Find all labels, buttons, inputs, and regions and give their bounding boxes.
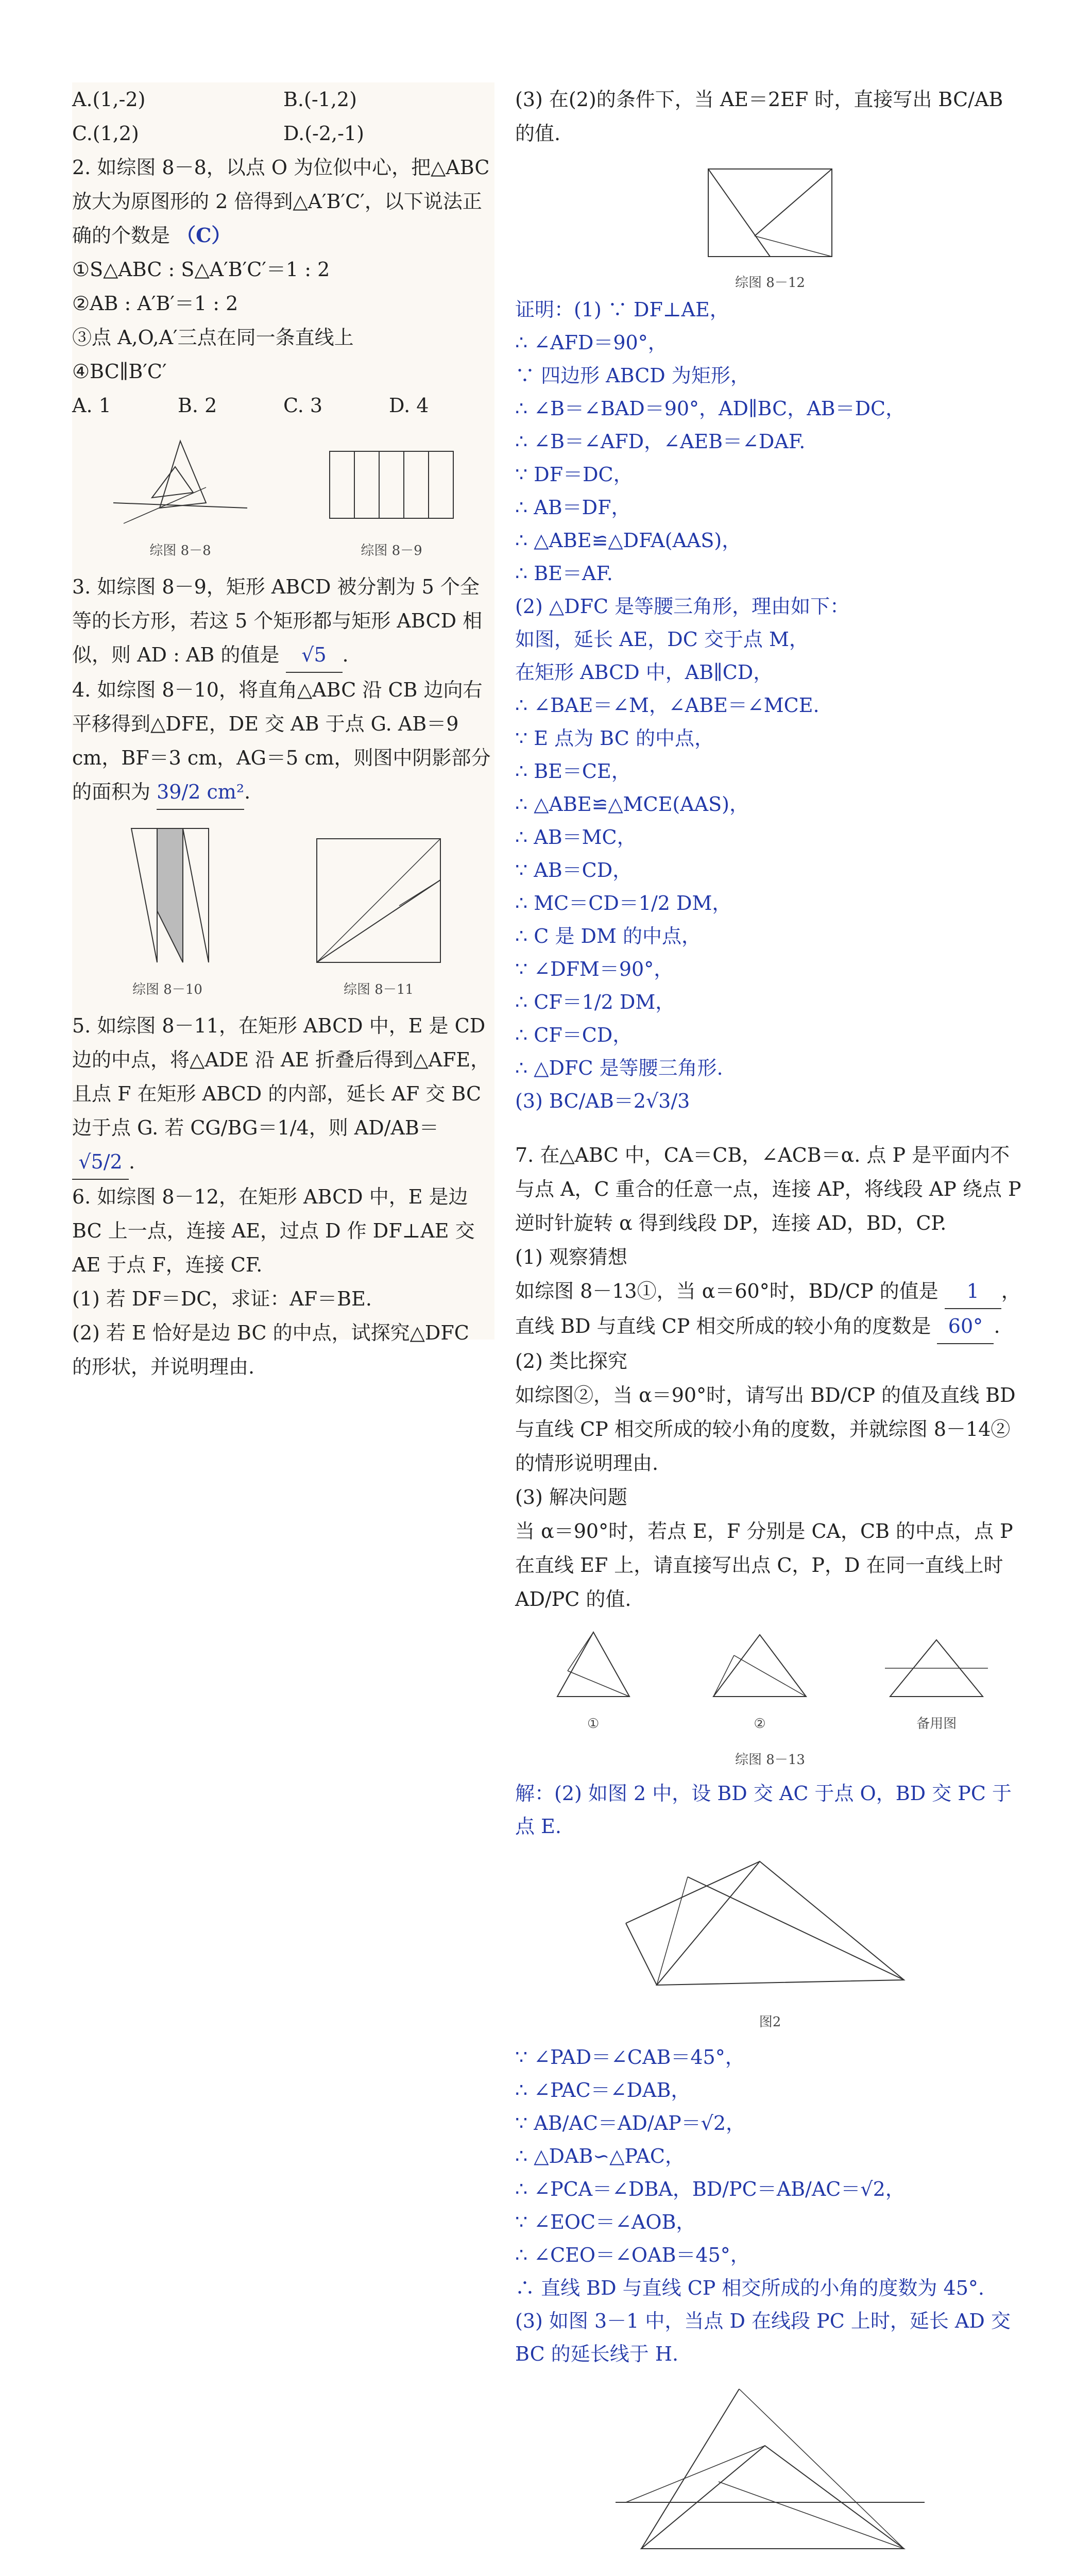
question-2: 2. 如综图 8－8，以点 O 为位似中心，把△ABC 放大为原图形的 2 倍得到△A′B′C′，以下说法正确的个数是 （C） ①S△ABC : S△A′B′C′＝1 : 2 ②AB : A′B′＝1 : 2 ③点 A,O,A′三点在同一条直线上 ④BC∥B′C′ A. 1 B. 2 C. 3 D. 4 综图 8－8 综图 8－9 [72, 150, 494, 568]
figure-caption: 综图 8－10 [132, 982, 202, 997]
option: B. 2 [178, 394, 217, 417]
question-stem: 3. 如综图 8－9，矩形 ABCD 被分割为 5 个全等的长方形，若这 5 个矩形都与矩形 ABCD 相似，则 AD : AB 的值是 [72, 575, 483, 666]
subfigure-label: 备用图 [916, 1716, 957, 1732]
punct: . [244, 781, 251, 803]
section-title: (2) 类比探究 [515, 1350, 627, 1372]
statement: ②AB : A′B′＝1 : 2 [72, 292, 238, 315]
option: A. 1 [72, 394, 111, 417]
question-text: 如综图 8－13①，当 α＝60°时，BD/CP 的值是 [515, 1280, 939, 1302]
solution-6 [515, 293, 1025, 1117]
solution-line: ∵ DF＝DC， [515, 463, 633, 486]
solution-line: ∴ BE＝CE， [515, 760, 631, 783]
sub-question: (2) 若 E 恰好是边 BC 的中点，试探究△DFC 的形状，并说明理由. [72, 1321, 469, 1378]
solution-line: ∴ BE＝AF. [515, 562, 613, 585]
answer: 39/2 cm² [157, 775, 244, 810]
figure-caption: 图2 [759, 2014, 781, 2030]
figure-3-1 [616, 2379, 925, 2576]
solution-line: 证明：(1) ∵ DF⊥AE， [515, 298, 729, 321]
question-6 [72, 1180, 494, 1384]
question-5 [72, 1009, 494, 1180]
figure-sub [880, 1624, 993, 1741]
solution-line: ∴ ∠B＝∠AFD，∠AEB＝∠DAF. [515, 430, 806, 453]
solution-line: ∵ AB/AC＝AD/AP＝√2， [515, 2112, 746, 2134]
solution-line: ∴ AB＝MC， [515, 826, 637, 849]
option: D.(-2,-1) [283, 122, 364, 145]
solution-line: (2) △DFC 是等腰三角形，理由如下： [515, 595, 850, 618]
solution-line: (3) 如图 3－1 中，当点 D 在线段 PC 上时，延长 AD 交 BC 的延长线于 H. [515, 2310, 1011, 2365]
question-3 [72, 570, 494, 673]
solution-line: ∴ MC＝CD＝1/2 DM， [515, 892, 732, 914]
answer: C [196, 224, 212, 247]
question-text: 当 α＝90°时，若点 E，F 分别是 CA，CB 的中点，点 P 在直线 EF 上，请直接写出点 C，P，D 在同一直线上时 AD/PC 的值. [515, 1520, 1013, 1611]
section-title: (3) 解决问题 [515, 1486, 627, 1509]
left-column [72, 82, 494, 1378]
figure-caption: 综图 8－8 [149, 543, 211, 558]
option: A.(1,-2) [72, 88, 146, 111]
statement: ③点 A,O,A′三点在同一条直线上 [72, 326, 354, 349]
figure-sub [547, 1624, 640, 1741]
solution-line: ∴ CF＝CD， [515, 1024, 633, 1046]
answer: √5/2 [72, 1145, 129, 1180]
section-title: (1) 观察猜想 [515, 1246, 627, 1268]
sub-question: (3) 在(2)的条件下，当 AE＝2EF 时，直接写出 BC/AB 的值. [515, 88, 1003, 145]
subfigure-label: ① [587, 1716, 600, 1732]
solution-line: ∴ ∠BAE＝∠M，∠ABE＝∠MCE. [515, 694, 820, 717]
solution-line: ∵ E 点为 BC 的中点， [515, 727, 714, 750]
figure-caption: 综图 8－9 [361, 543, 422, 558]
figure-caption: 综图 8－13 [735, 1752, 805, 1768]
question-stem: 5. 如综图 8－11，在矩形 ABCD 中，E 是 CD 边的中点，将△ADE 沿 AE 折叠后得到△AFE，且点 F 在矩形 ABCD 的内部，延长 AF 交 BC 边于点 G. 若 CG/BG＝1/4，则 AD/AB＝ [72, 1014, 490, 1139]
figure-8-12 [693, 159, 847, 291]
question-stem: 2. 如综图 8－8，以点 O 为位似中心，把△ABC 放大为原图形的 2 倍得到△A′B′C′，以下说法正确的个数是 [72, 156, 490, 247]
solution-line: ∴ △DAB∽△PAC， [515, 2145, 685, 2167]
figure-caption: 综图 8－12 [735, 275, 805, 291]
figure-8-11 [306, 828, 451, 1007]
punct: . [342, 643, 349, 666]
solution-line: (3) BC/AB＝2√3/3 [515, 1090, 690, 1112]
question-stem: 6. 如综图 8－12，在矩形 ABCD 中，E 是边 BC 上一点，连接 AE，过点 D 作 DF⊥AE 交 AE 于点 F，连接 CF. [72, 1185, 475, 1276]
figure-8-13 [515, 1624, 1025, 1741]
solution-line: ∴ ∠PAC＝∠DAB， [515, 2079, 691, 2102]
solution-line: ∴ ∠PCA＝∠DBA，BD/PC＝AB/AC＝√2， [515, 2178, 905, 2200]
sub-question: (1) 若 DF＝DC，求证：AF＝BE. [72, 1287, 372, 1310]
figure-caption: 综图 8－11 [344, 982, 414, 997]
solution-line: ∴ △ABE≌△MCE(AAS)， [515, 793, 749, 816]
solution-line: ∴ C 是 DM 的中点， [515, 925, 701, 947]
punct: . [129, 1150, 135, 1173]
option: D. 4 [389, 394, 429, 417]
answer: 1 [945, 1274, 1001, 1309]
figure-8-9 [319, 436, 464, 568]
solution-line: 解：(2) 如图 2 中，设 BD 交 AC 于点 O，BD 交 PC 于点 E. [515, 1782, 1012, 1838]
solution-line: ∴ AB＝DF， [515, 496, 631, 519]
statement: ④BC∥B′C′ [72, 360, 167, 383]
figure-8-10 [116, 818, 219, 1007]
question-stem: 7. 在△ABC 中，CA＝CB，∠ACB＝α. 点 P 是平面内不与点 A，C 重合的任意一点，连接 AP，将线段 AP 绕点 P 逆时针旋转 α 得到线段 DP，连接 AD，BD，CP. [515, 1144, 1021, 1234]
right-column [515, 82, 1025, 2576]
solution-line: ∵ AB＝CD， [515, 859, 633, 882]
statement: ①S△ABC : S△A′B′C′＝1 : 2 [72, 258, 330, 281]
solution-line: ∵ ∠DFM＝90°， [515, 958, 674, 980]
solution-7 [515, 1777, 1025, 2576]
figure-sub [703, 1624, 816, 1741]
question-1-options [72, 82, 494, 150]
solution-line: ∴ ∠CEO＝∠OAB＝45°， [515, 2244, 750, 2266]
solution-line: ∵ ∠PAD＝∠CAB＝45°， [515, 2046, 745, 2069]
solution-line: ∴ 直线 BD 与直线 CP 相交所成的小角的度数为 45°. [515, 2277, 984, 2299]
figure-8-8 [103, 431, 258, 568]
solution-line: 在矩形 ABCD 中，AB∥CD， [515, 661, 773, 684]
question-text: ，直线 BD 与直线 CP 相交所成的较小角的度数是 [515, 1280, 1021, 1337]
question-4 [72, 673, 494, 1007]
question-6-part-3 [515, 82, 1025, 150]
solution-line: 如图，延长 AE，DC 交于点 M， [515, 628, 809, 651]
option: C.(1,2) [72, 122, 139, 145]
figure-2 [616, 1851, 925, 2039]
solution-line: ∴ CF＝1/2 DM， [515, 991, 675, 1013]
question-text: 如综图②，当 α＝90°时，请写出 BD/CP 的值及直线 BD 与直线 CP 相交所成的较小角的度数，并就综图 8－14②的情形说明理由. [515, 1384, 1016, 1475]
answer: √5 [286, 638, 343, 673]
solution-line: ∴ △DFC 是等腰三角形. [515, 1057, 723, 1079]
option: B.(-1,2) [283, 88, 357, 111]
answer: 60° [937, 1309, 994, 1344]
question-stem: 4. 如综图 8－10，将直角△ABC 沿 CB 边向右平移得到△DFE，DE 交 AB 于点 G. AB＝9 cm，BF＝3 cm，AG＝5 cm，则图中阴影部分的面积为 [72, 679, 491, 803]
solution-line: ∴ ∠B＝∠BAD＝90°，AD∥BC，AB＝DC， [515, 397, 906, 420]
subfigure-label: ② [754, 1716, 766, 1732]
solution-line: ∴ △ABE≌△DFA(AAS)， [515, 529, 742, 552]
option: C. 3 [283, 394, 323, 417]
solution-line: ∴ ∠AFD＝90°， [515, 331, 668, 354]
question-7: 7. 在△ABC 中，CA＝CB，∠ACB＝α. 点 P 是平面内不与点 A，C 重合的任意一点，连接 AP，将线段 AP 绕点 P 逆时针旋转 α 得到线段 DP，连接 AD，BD，CP. (1) 观察猜想 如综图 8－13①，当 α＝60°时，BD/CP 的值是 1 ，直线 BD 与直线 CP 相交所成的较小角的度数是 60° . (2) 类比探究 如综图②，当 α＝90°时，请写出 BD/CP 的值及直线 BD 与直线 CP 相交所成的较小角的度数，并就综图 8－14②的情形说明理由. (3) 解决问题 当 α＝90°时，若点 E，F 分别是 CA，CB 的中点，点 P 在直线 EF 上，请直接写出点 C，P，D 在同一直线上时 AD/PC 的值. ① ② 备用图 综图 8－13 [515, 1138, 1025, 1777]
solution-line: ∵ ∠EOC＝∠AOB， [515, 2211, 696, 2233]
solution-line: ∵ 四边形 ABCD 为矩形， [515, 364, 750, 387]
